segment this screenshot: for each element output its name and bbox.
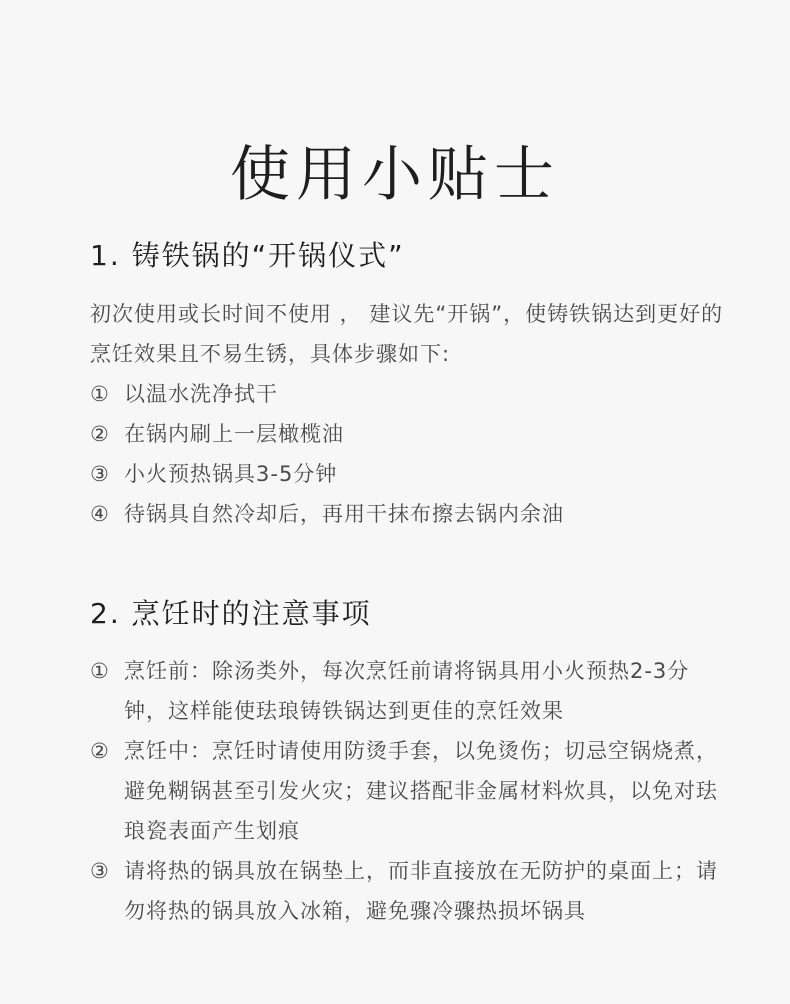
item-text: 以温水洗净拭干 — [124, 382, 278, 406]
item-text: 请将热的锅具放在锅垫上，而非直接放在无防护的桌面上；请勿将热的锅具放入冰箱，避免骤冷骤热损坏锅具 — [124, 859, 718, 923]
item-marker: ① — [90, 659, 110, 683]
list-item — [90, 494, 730, 534]
list-item — [90, 731, 730, 851]
item-marker: ③ — [90, 462, 110, 486]
item-text: 待锅具自然冷却后，再用干抹布擦去锅内余油 — [124, 502, 564, 526]
item-marker: ② — [90, 739, 110, 763]
list-item — [90, 651, 730, 731]
list-item — [90, 414, 730, 454]
item-text: 烹饪中：烹饪时请使用防烫手套，以免烫伤；切忌空锅烧煮，避免糊锅甚至引发火灾；建议搭配非金属材料炊具，以免对珐琅瓷表面产生划痕 — [124, 739, 718, 843]
item-marker: ① — [90, 382, 110, 406]
item-text: 小火预热锅具3-5分钟 — [124, 462, 338, 486]
item-marker: ③ — [90, 859, 110, 883]
item-marker: ② — [90, 422, 110, 446]
item-marker: ④ — [90, 502, 110, 526]
section-heading: 2. 烹饪时的注意事项 — [90, 597, 372, 630]
list-item — [90, 454, 730, 494]
item-text: 烹饪前：除汤类外，每次烹饪前请将锅具用小火预热2-3分钟，这样能使珐琅铸铁锅达到更佳的烹饪效果 — [124, 659, 690, 723]
section-heading: 1. 铸铁锅的“开锅仪式” — [90, 239, 405, 272]
list-item — [90, 851, 730, 931]
list-item — [90, 374, 730, 414]
notes-list — [90, 651, 730, 931]
item-text: 在锅内刷上一层橄榄油 — [124, 422, 344, 446]
section-intro: 初次使用或长时间不使用 ， 建议先“开锅”，使铸铁锅达到更好的烹饪效果且不易生锈，具体步骤如下: — [90, 302, 724, 366]
section-cooking-notes — [90, 596, 730, 931]
section-seasoning — [90, 238, 730, 534]
page-title: 使用小贴士 — [230, 140, 560, 211]
steps-list — [90, 374, 730, 534]
